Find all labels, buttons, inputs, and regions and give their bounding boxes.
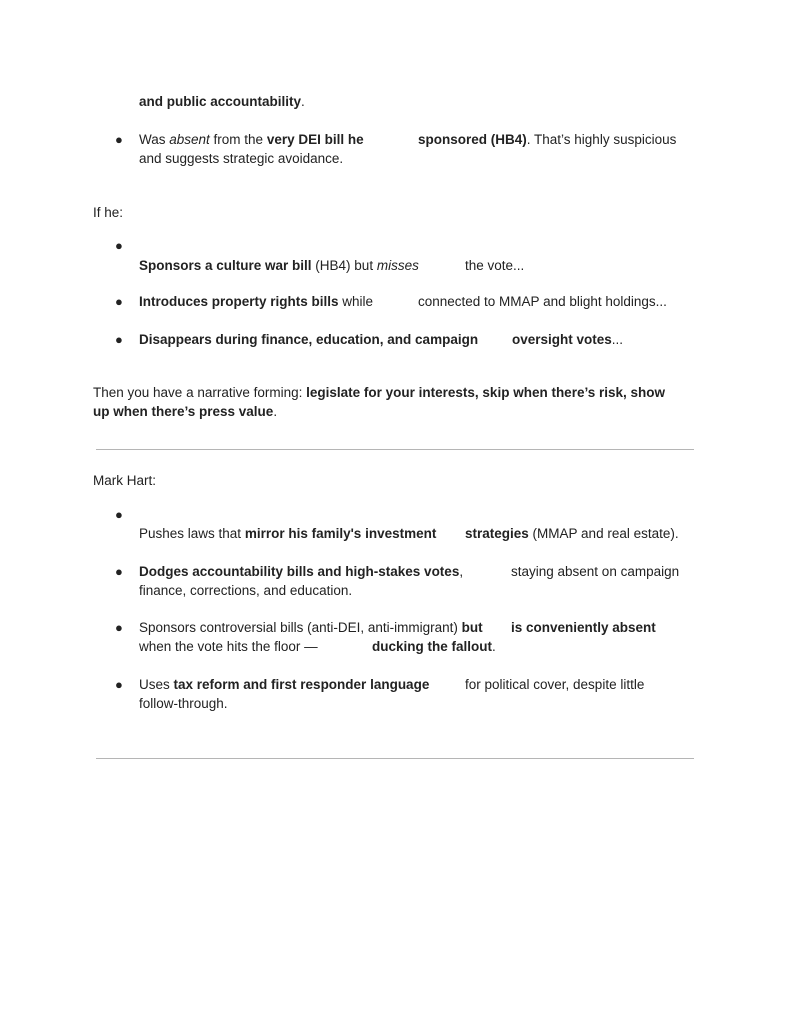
bullet-dot: ● <box>115 677 123 692</box>
bullet-text-line: Was absent from the very DEI bill he <box>139 132 364 147</box>
horizontal-rule <box>96 758 694 759</box>
list-item-line2: when the vote hits the floor — <box>139 639 318 654</box>
list-item: Sponsors controversial bills (anti-DEI, anti-immigrant) but <box>139 620 483 635</box>
bold-text: sponsored (HB4) <box>418 132 527 147</box>
list-item-tail: staying absent on campaign <box>511 564 680 579</box>
bullet-dot: ● <box>115 132 123 147</box>
list-item: Uses tax reform and first responder language <box>139 677 430 692</box>
bullet-dot: ● <box>115 507 123 522</box>
bold-text: but <box>461 620 483 635</box>
bullet-dot: ● <box>115 294 123 309</box>
bullet-dot: ● <box>115 332 123 347</box>
italic-text: absent <box>169 132 210 147</box>
bullet-dot: ● <box>115 620 123 635</box>
list-item-tail: strategies (MMAP and real estate). <box>465 526 679 541</box>
section-heading: Mark Hart: <box>93 473 157 488</box>
horizontal-rule <box>96 449 694 450</box>
conclusion-line: Then you have a narrative forming: legislate for your interests, skip when there’s risk, show <box>93 385 665 400</box>
list-item: Sponsors a culture war bill (HB4) but misses <box>139 258 419 273</box>
list-item-tail: oversight votes... <box>512 332 624 347</box>
list-item-tail: connected to MMAP and blight holdings... <box>418 294 667 309</box>
bullet-dot: ● <box>115 564 123 579</box>
list-item: Dodges accountability bills and high-stakes votes, <box>139 564 464 579</box>
bold-text: ducking the fallout <box>372 639 492 654</box>
bullet-text-line: sponsored (HB4). That’s highly suspicious <box>418 132 677 147</box>
bold-text: Sponsors a culture war bill <box>139 258 312 273</box>
bold-text: up when there’s press value <box>93 404 274 419</box>
bold-text: oversight votes <box>512 332 612 347</box>
list-item: Pushes laws that mirror his family's investment <box>139 526 437 541</box>
bold-text: Dodges accountability bills and high-stakes votes <box>139 564 460 579</box>
bold-text: strategies <box>465 526 529 541</box>
continued-line <box>139 93 305 111</box>
bold-text: Introduces property rights bills <box>139 294 339 309</box>
bold-text: Disappears during finance, education, and campaign <box>139 332 479 347</box>
bold-text: tax reform and first responder language <box>173 677 430 692</box>
bold-text: is conveniently absent <box>511 620 656 635</box>
list-item-line2: finance, corrections, and education. <box>139 583 353 598</box>
bullet-text-line: and suggests strategic avoidance. <box>139 151 344 166</box>
list-item-tail: for political cover, despite little <box>465 677 645 692</box>
list-item: Introduces property rights bills while <box>139 294 374 309</box>
bold-text: and public accountability <box>139 94 302 109</box>
period: . <box>301 94 305 109</box>
bold-text: legislate for your interests, skip when there’s risk, show <box>306 385 665 400</box>
section-intro: If he: <box>93 205 124 220</box>
list-item-tail <box>511 619 656 637</box>
italic-text: misses <box>376 258 419 273</box>
conclusion-line: up when there’s press value. <box>93 404 278 419</box>
list-item-line2: follow-through. <box>139 696 228 711</box>
list-item <box>139 331 478 349</box>
bold-text: mirror his family's investment <box>244 526 437 541</box>
bullet-dot: ● <box>115 238 123 253</box>
list-item-line2-tail: ducking the fallout. <box>372 639 496 654</box>
bold-text: very DEI bill he <box>266 132 364 147</box>
list-item-tail: the vote... <box>465 258 525 273</box>
